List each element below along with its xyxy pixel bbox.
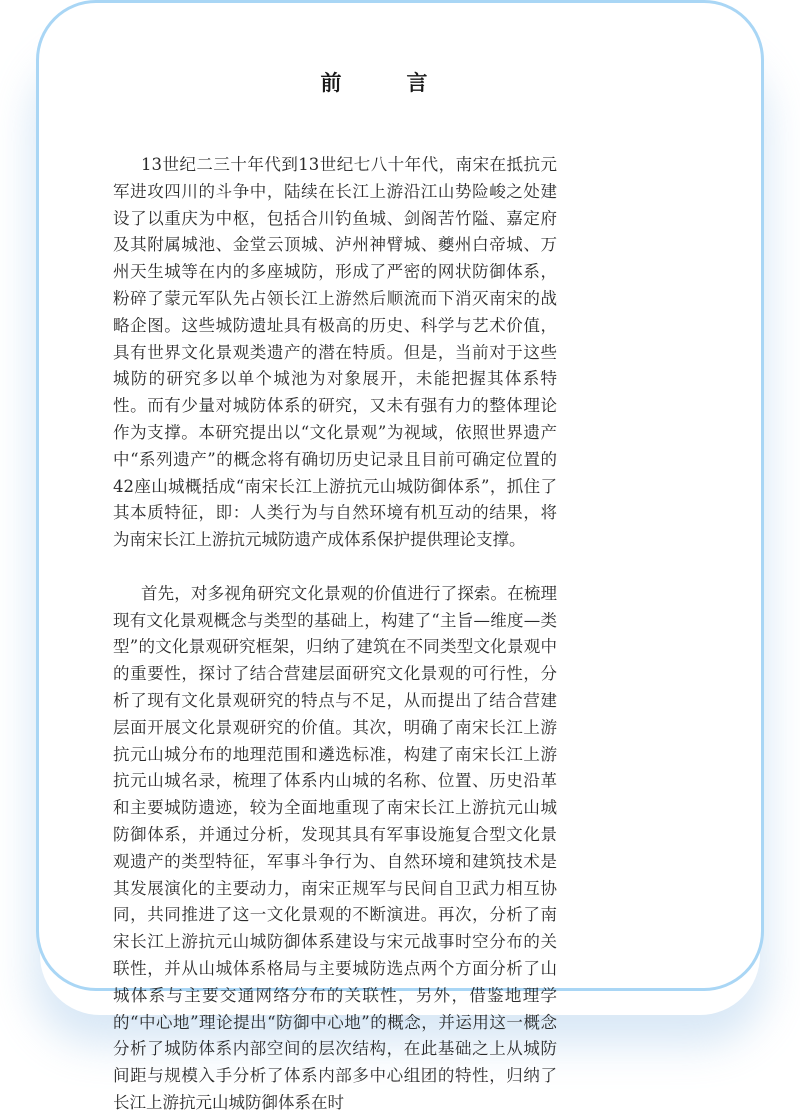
preface-body — [113, 152, 557, 1117]
paragraph-1: 13世纪二三十年代到13世纪七八十年代，南宋在抵抗元军进攻四川的斗争中，陆续在长江上游沿江山势险峻之处建设了以重庆为中枢，包括合川钓鱼城、剑阁苦竹隘、嘉定府及其附属城池、金堂云顶城、泸州神臂城、夔州白帝城、万州天生城等在内的多座城防，形成了严密的网状防御体系，粉碎了蒙元军队先占领长江上游然后顺流而下消灭南宋的战略企图。这些城防遗址具有极高的历史、科学与艺术价值，具有世界文化景观类遗产的潜在特质。但是，当前对于这些城防的研究多以单个城池为对象展开，未能把握其体系特性。而有少量对城防体系的研究，又未有强有力的整体理论作为支撑。本研究提出以“文化景观”为视域，依照世界遗产中“系列遗产”的概念将有确切历史记录且目前可确定位置的42座山城概括成“南宋长江上游抗元山城防御体系”，抓住了其本质特征，即：人类行为与自然环境有机互动的结果，将为南宋长江上游抗元城防遗产成体系保护提供理论支撑。 — [113, 155, 557, 550]
page-card — [36, 0, 764, 1112]
paragraph-2: 首先，对多视角研究文化景观的价值进行了探索。在梳理现有文化景观概念与类型的基础上，构建了“主旨—维度—类型”的文化景观研究框架，归纳了建筑在不同类型文化景观中的重要性，探讨了结合营建层面研究文化景观的可行性，分析了现有文化景观研究的特点与不足，从而提出了结合营建层面开展文化景观研究的价值。其次，明确了南宋长江上游抗元山城分布的地理范围和遴选标准，构建了南宋长江上游抗元山城名录，梳理了体系内山城的名称、位置、历史沿革和主要城防遗迹，较为全面地重现了南宋长江上游抗元山城防御体系，并通过分析，发现其具有军事设施复合型文化景观遗产的类型特征，军事斗争行为、自然环境和建筑技术是其发展演化的主要动力，南宋正规军与民间自卫武力相互协同，共同推进了这一文化景观的不断演进。再次，分析了南宋长江上游抗元山城防御体系建设与宋元战事时空分布的关联性，并从山城体系格局与主要城防选点两个方面分析了山城体系与主要交通网络分布的关联性，另外，借鉴地理学的“中心地”理论提出“防御中心地”的概念，并运用这一概念分析了城防体系内部空间的层次结构，在此基础之上从城防间距与规模入手分析了体系内部多中心组团的特性，归纳了长江上游抗元山城防御体系在时 — [113, 583, 557, 1112]
page-title: 前 言 — [320, 70, 450, 95]
